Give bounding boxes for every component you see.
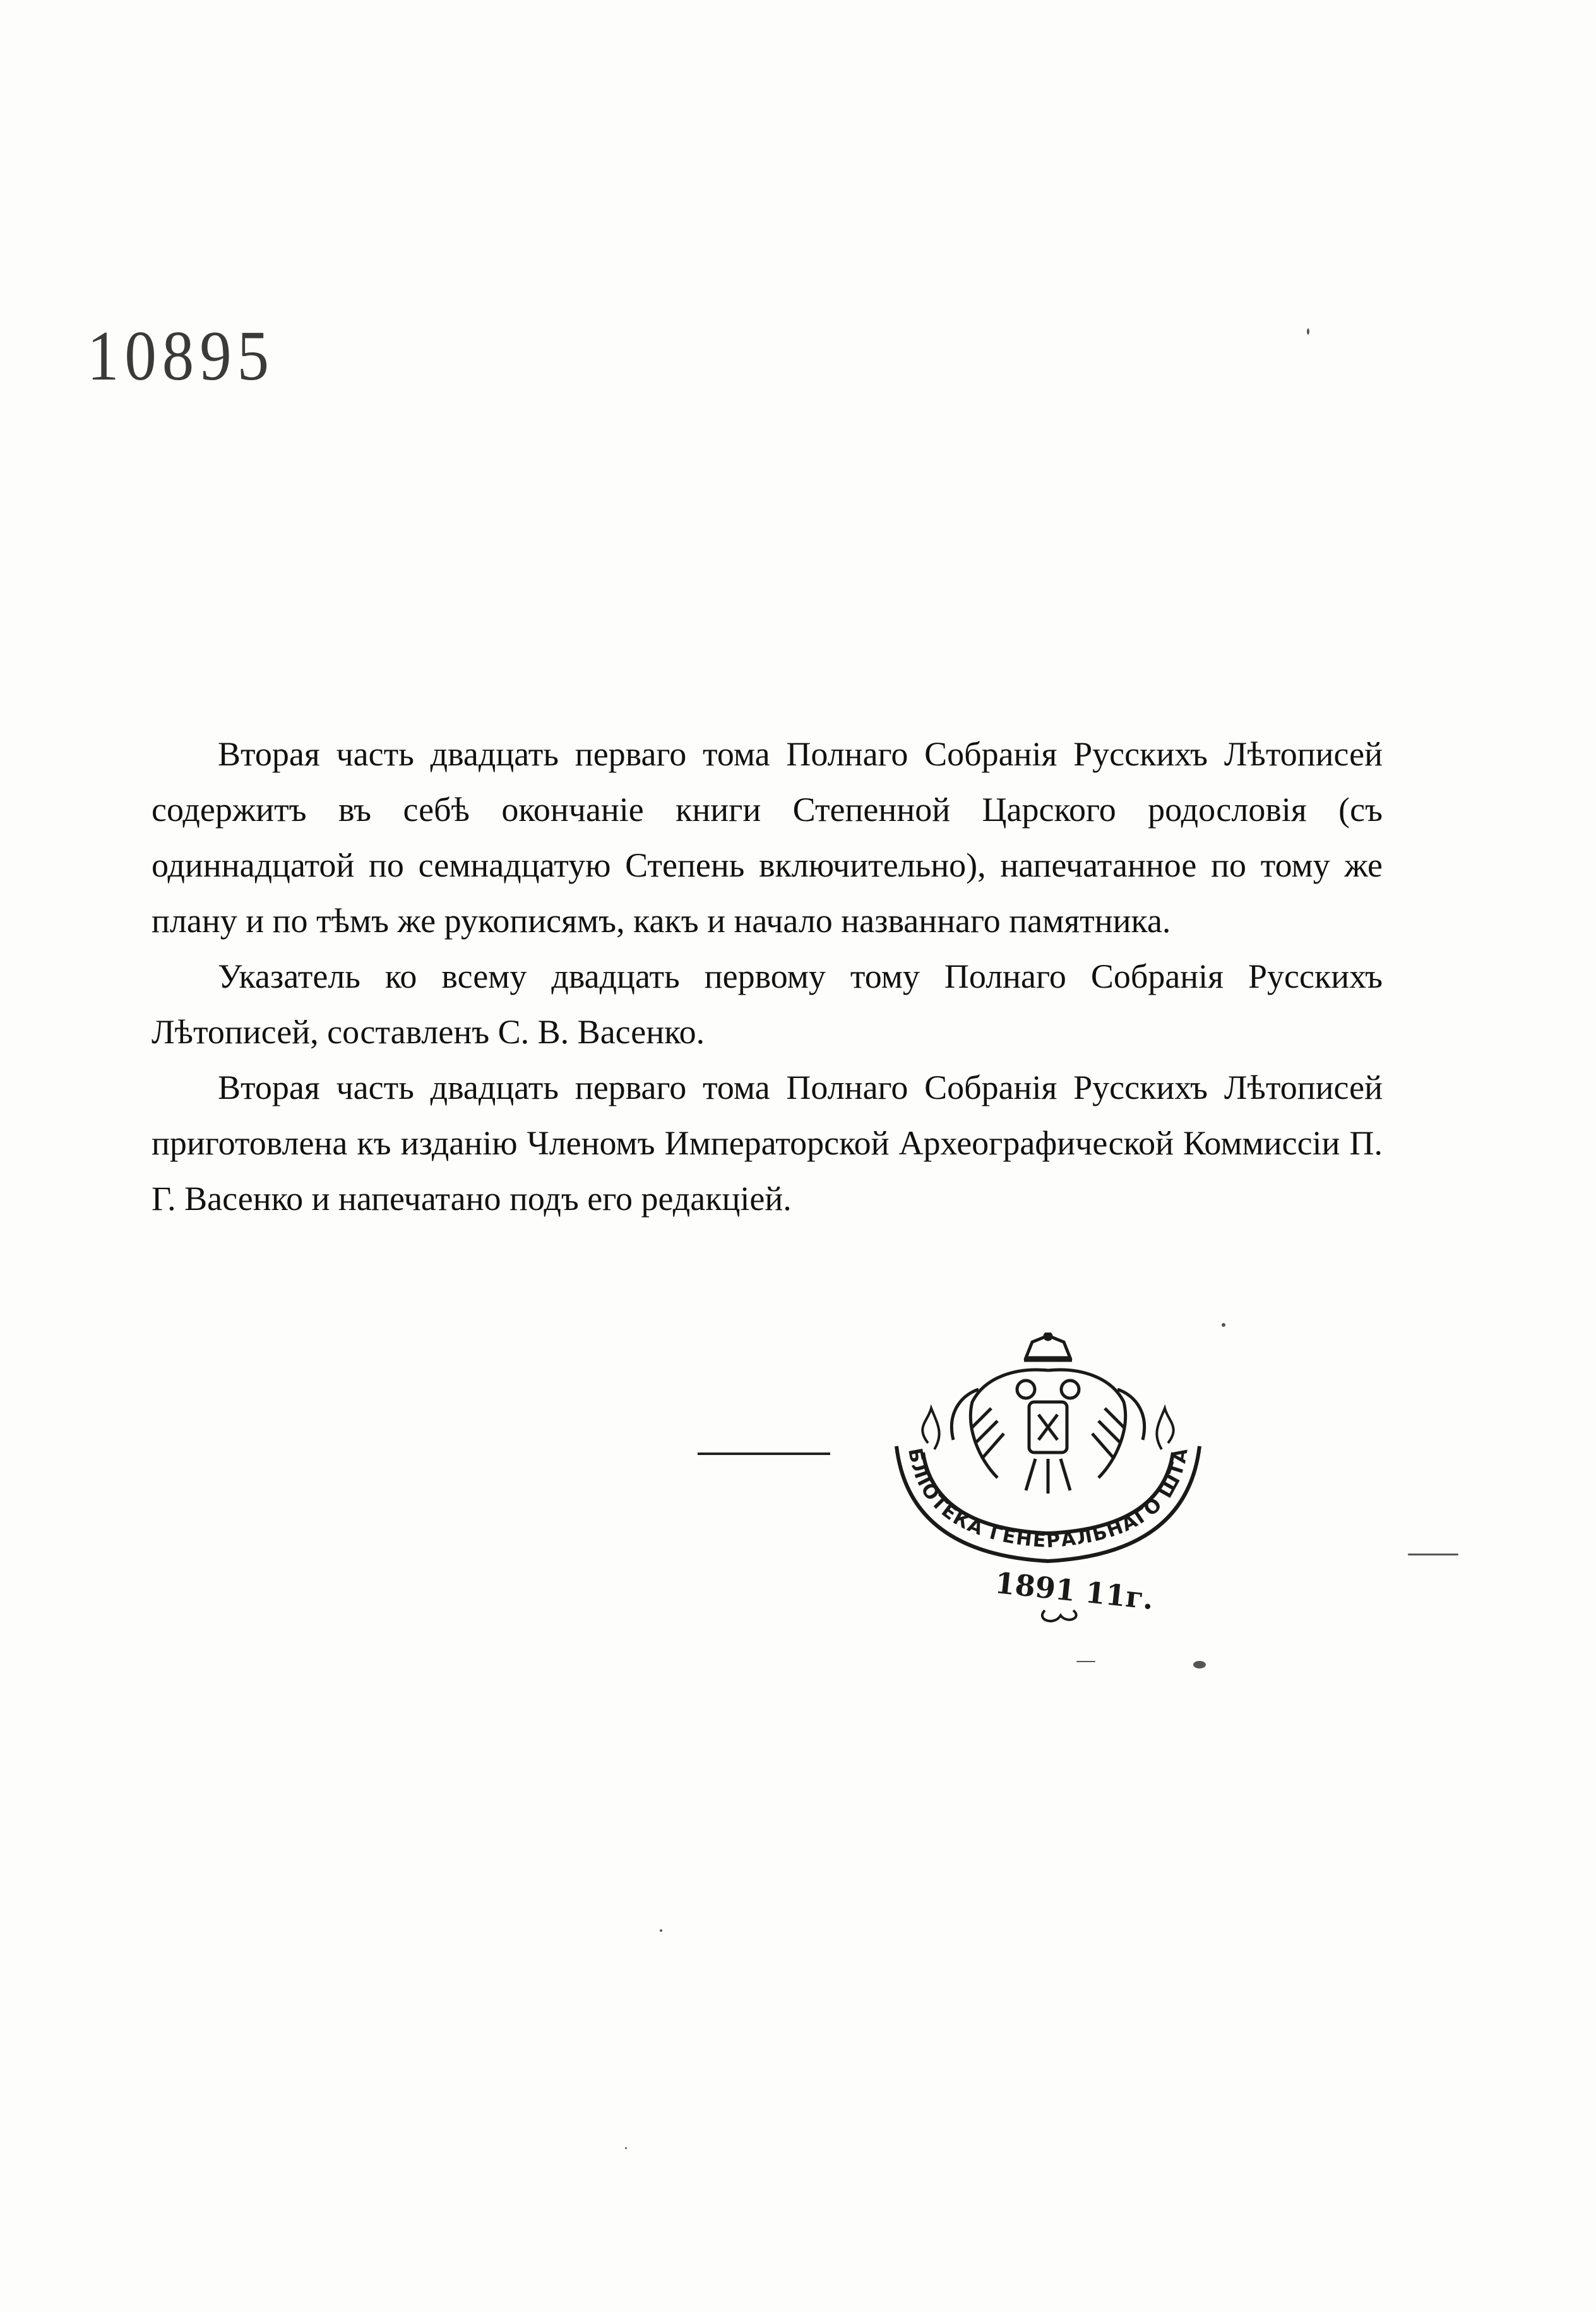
stamp-ribbon-text: БЛІОТЕКА ГЕНЕРАЛЬНАГО ШТА bbox=[903, 1445, 1193, 1553]
scan-speck bbox=[1307, 328, 1309, 335]
section-divider bbox=[698, 1452, 830, 1455]
double-headed-eagle-icon bbox=[951, 1370, 1144, 1494]
flourish-icon bbox=[1042, 1610, 1076, 1621]
scan-speck bbox=[625, 2147, 627, 2149]
library-stamp-graphic bbox=[884, 1333, 1212, 1629]
title-page-verso-text bbox=[152, 726, 1383, 1226]
scan-speck bbox=[1408, 1554, 1458, 1555]
stamp-year-text: 1891 11г. bbox=[993, 1566, 1155, 1617]
scan-speck bbox=[1076, 1661, 1095, 1662]
library-stamp bbox=[884, 1333, 1212, 1629]
paragraph-index-author: Указатель ко всему двадцать первому тому Полнаго Собранія Русскихъ Лѣтописей, составленъ С. В. Васенко. bbox=[152, 957, 1383, 1051]
scan-speck bbox=[1193, 1661, 1206, 1668]
scan-speck bbox=[1222, 1323, 1225, 1327]
paragraph-editor: Вторая часть двадцать перваго тома Полнаго Собранія Русскихъ Лѣтописей приготовлена къ изданію Членомъ Императорской Археографической Коммиссіи П. Г. Васенко и напечатано подъ его редакціей. bbox=[152, 1069, 1383, 1218]
crown-icon bbox=[1024, 1333, 1072, 1360]
shelf-number: 10895 bbox=[87, 317, 275, 395]
scan-speck bbox=[660, 1929, 662, 1932]
paragraph-volume-contents: Вторая часть двадцать перваго тома Полнаго Собранія Русскихъ Лѣтописей содержитъ въ себѣ окончаніе книги Степенной Царского родословія (съ одиннадцатой по семнадцатую Степень включительно), напечатанное по тому же плану и по тѣмъ же рукописямъ, какъ и начало названнаго памятника. bbox=[152, 735, 1383, 940]
